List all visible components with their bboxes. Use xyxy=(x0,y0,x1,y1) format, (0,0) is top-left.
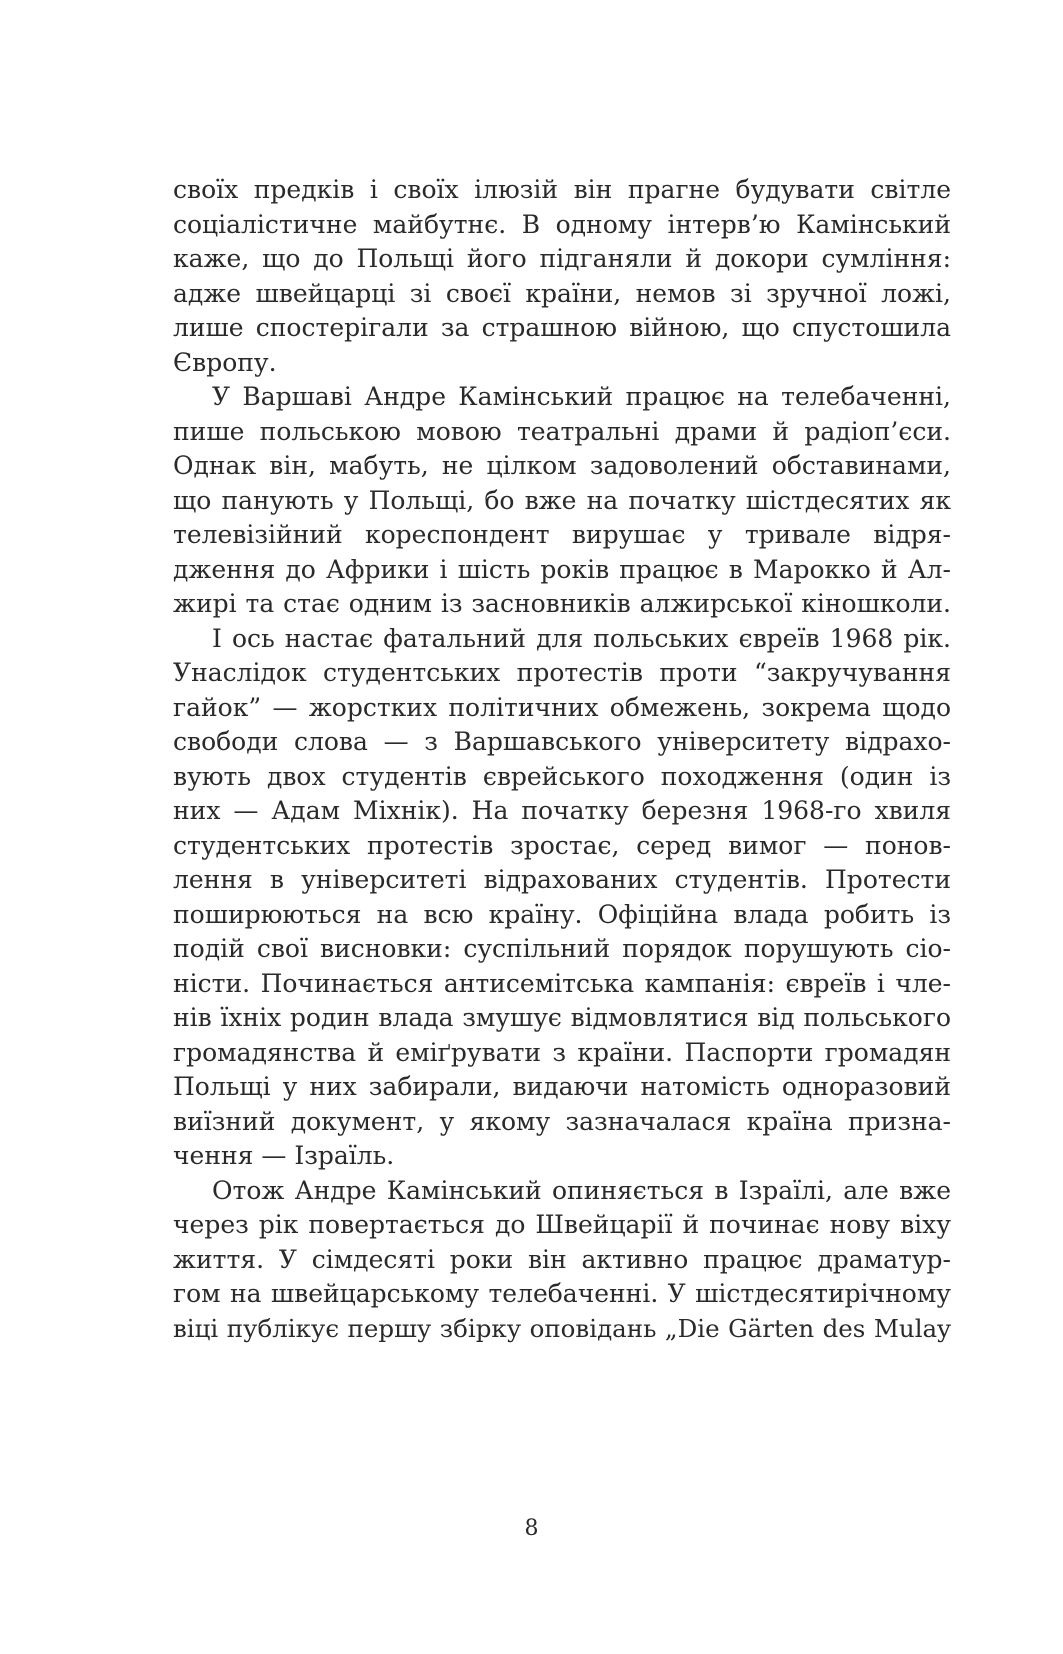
text-line: Однак він, мабуть, не цілком задоволений обставинами, xyxy=(173,451,951,480)
text-line: адже швейцарці зі своєї країни, немов зі зручної ложі, xyxy=(173,278,951,308)
text-line: свободи слова — з Варшавського університету відрахо- xyxy=(173,727,951,756)
text-line: поширюються на всю країну. Офіційна влада робить із xyxy=(173,899,951,929)
text-line: Унаслідок студентських протестів проти “закручування xyxy=(173,658,951,687)
text-line: нів їхніх родин влада змушує відмовлятися від польського xyxy=(173,1003,951,1032)
text-line: віці публікує першу збірку оповідань „Die Gärten des Mulay xyxy=(173,1313,951,1343)
paragraph-4 xyxy=(173,1174,951,1347)
text-line: соціалістичне майбутнє. В одному інтерв’ю Камінський xyxy=(173,209,951,239)
text-line: виїзний документ, у якому зазначалася країна призна- xyxy=(173,1106,951,1136)
text-line: життя. У сімдесяті роки він активно працює драматур- xyxy=(173,1244,951,1274)
text-line: жирі та стає одним із засновників алжирської кіношколи. xyxy=(173,589,951,618)
text-line: каже, що до Польщі його підганяли й докори сумління: xyxy=(173,244,951,273)
text-line: Європу. xyxy=(173,347,277,377)
text-line: ністи. Починається антисемітська кампанія: євреїв і чле- xyxy=(173,968,951,998)
text-line: гом на швейцарському телебаченні. У шістдесятирічному xyxy=(173,1279,951,1308)
text-line: телевізійний кореспондент вирушає у тривале відря- xyxy=(173,520,951,549)
paragraph-3 xyxy=(173,622,951,1174)
text-line: Отож Андре Камінський опиняється в Ізраїлі, але вже xyxy=(212,1175,951,1205)
text-line: лення в університеті відрахованих студентів. Протести xyxy=(173,865,951,894)
text-line: студентських протестів зростає, серед вимог — понов- xyxy=(173,830,951,860)
page-body xyxy=(173,173,951,1346)
text-line: що панують у Польщі, бо вже на початку шістдесятих як xyxy=(173,485,951,515)
text-line: громадянства й еміґрувати з країни. Паспорти громадян xyxy=(173,1037,951,1067)
page-number: 8 xyxy=(524,1516,539,1541)
text-line: пише польською мовою театральні драми й радіоп’єси. xyxy=(173,416,951,446)
text-line: лише спостерігали за страшною війною, що спустошила xyxy=(173,313,951,342)
text-line: чення — Ізраїль. xyxy=(173,1141,395,1170)
text-line: через рік повертається до Швейцарії й починає нову віху xyxy=(173,1210,951,1239)
paragraph-1 xyxy=(173,173,951,380)
text-line: У Варшаві Андре Камінський працює на телебаченні, xyxy=(212,382,951,411)
text-line: гайок” — жорстких політичних обмежень, зокрема щодо xyxy=(173,692,951,722)
text-line: вують двох студентів єврейського походження (один із xyxy=(173,761,951,791)
text-line: подій свої висновки: суспільний порядок порушують сіо- xyxy=(173,934,951,963)
text-line: своїх предків і своїх ілюзій він прагне будувати світле xyxy=(173,175,951,204)
paragraph-2 xyxy=(173,380,951,622)
text-line: І ось настає фатальний для польських євреїв 1968 рік. xyxy=(212,623,951,653)
text-line: Польщі у них забирали, видаючи натомість одноразовий xyxy=(173,1072,951,1101)
text-line: дження до Африки і шість років працює в Марокко й Ал- xyxy=(173,554,951,584)
text-line: них — Адам Міхнік). На початку березня 1968-го хвиля xyxy=(173,796,951,825)
